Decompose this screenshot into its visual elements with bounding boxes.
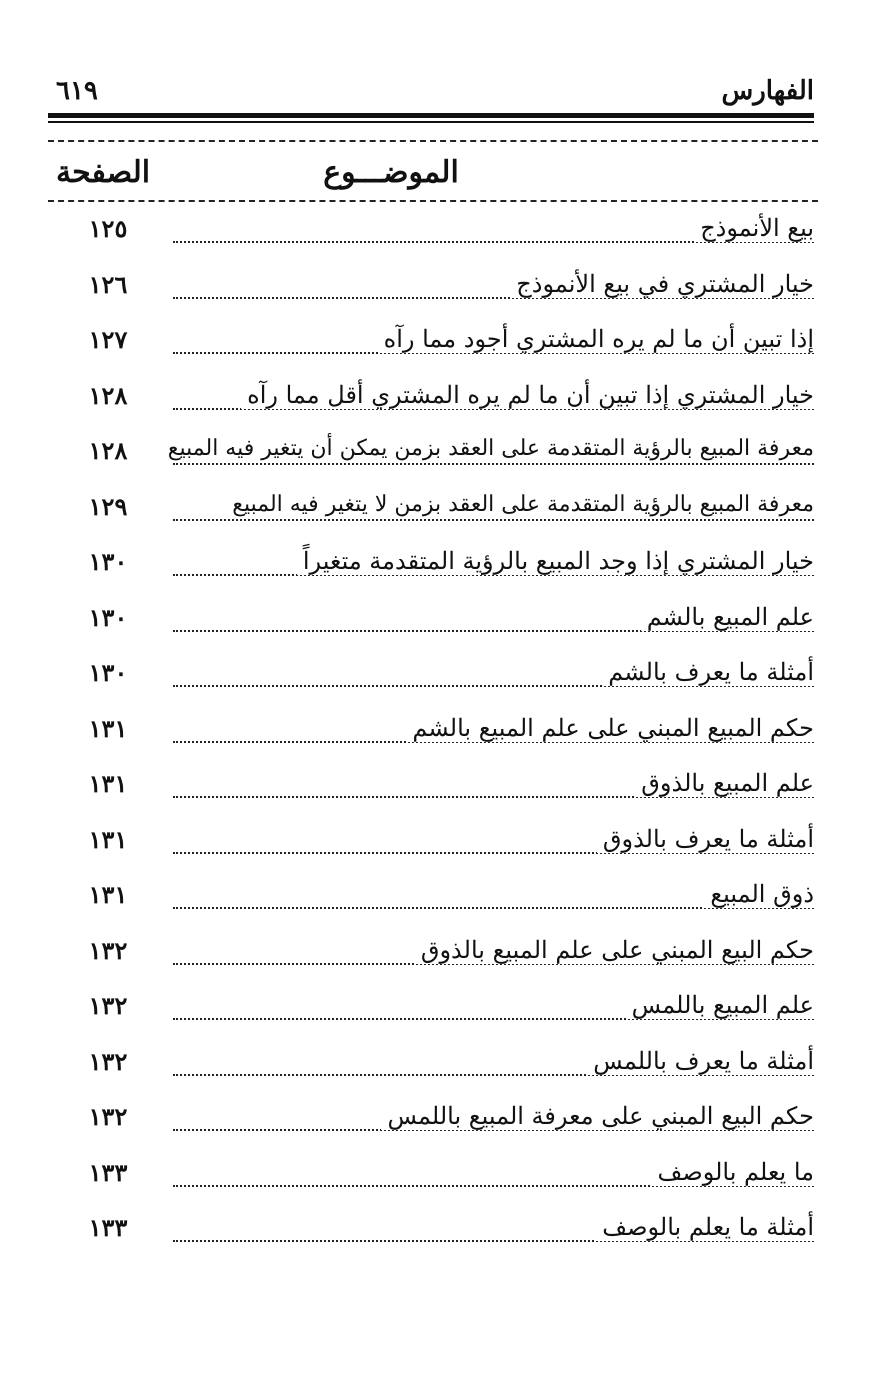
entry-page: ١٣١ [88, 769, 128, 798]
entry-topic: أمثلة ما يعرف بالذوق [597, 825, 814, 853]
header-rule-thick [48, 113, 814, 118]
entry-topic: خيار المشتري إذا تبين أن ما لم يره المشتري أقل مما رآه [241, 381, 814, 409]
header-rule-thin [48, 121, 814, 123]
index-entry [48, 375, 814, 431]
entry-page: ١٣٠ [88, 602, 128, 632]
dot-leader [173, 519, 814, 521]
index-entry [48, 985, 814, 1041]
entry-page: ١٣٠ [88, 658, 128, 687]
index-entry [48, 1207, 814, 1263]
entry-topic: حكم البيع المبني على علم المبيع بالذوق [415, 936, 814, 964]
header-title: الفهارس [721, 76, 814, 106]
index-entry [48, 430, 814, 486]
entry-page: ١٣٠ [88, 547, 128, 576]
entry-page: ١٣٢ [88, 935, 128, 965]
header-page-number: ٦١٩ [56, 76, 98, 106]
entry-topic: حكم البيع المبني على معرفة المبيع باللمس [381, 1102, 814, 1130]
entry-topic: علم المبيع باللمس [626, 991, 814, 1019]
index-entry [48, 652, 814, 708]
entry-topic: خيار المشتري إذا وجد المبيع بالرؤية المتقدمة متغيراً [297, 547, 814, 575]
subject-heading: الموضـــوع [323, 155, 459, 190]
page-header [48, 74, 814, 114]
entry-page: ١٢٨ [88, 436, 128, 465]
entry-page: ١٣١ [88, 713, 128, 743]
index-entry [48, 1041, 814, 1097]
entry-page: ١٢٨ [88, 380, 128, 410]
index-entry [48, 874, 814, 930]
entry-topic: علم المبيع بالذوق [635, 769, 814, 797]
entry-page: ١٢٧ [88, 325, 128, 354]
entry-topic: معرفة المبيع بالرؤية المتقدمة على العقد بزمن لا يتغير فيه المبيع [226, 492, 814, 517]
entry-page: ١٣٣ [88, 1157, 128, 1187]
header-dashed-rule [48, 140, 818, 142]
index-entry [48, 1096, 814, 1152]
dot-leader [173, 463, 814, 465]
entry-topic: أمثلة ما يعرف بالشم [602, 658, 814, 686]
entry-topic: ذوق المبيع [704, 880, 814, 908]
entry-topic: أمثلة ما يعرف باللمس [587, 1047, 814, 1075]
index-entry [48, 264, 814, 320]
index-entry [48, 763, 814, 819]
index-entry [48, 930, 814, 986]
index-entries [48, 208, 814, 1263]
entry-page: ١٢٩ [88, 491, 128, 521]
index-entry [48, 541, 814, 597]
columns-dashed-rule [48, 200, 818, 202]
index-entry [48, 319, 814, 375]
index-entry [48, 486, 814, 542]
index-entry [48, 708, 814, 764]
entry-page: ١٣٢ [88, 1102, 128, 1131]
entry-topic: إذا تبين أن ما لم يره المشتري أجود مما رآه [378, 325, 814, 353]
index-entry [48, 1152, 814, 1208]
entry-topic: خيار المشتري في بيع الأنموذج [510, 270, 814, 298]
index-entry [48, 819, 814, 875]
entry-page: ١٢٦ [88, 269, 128, 299]
entry-page: ١٣٢ [88, 991, 128, 1020]
entry-page: ١٣٣ [88, 1213, 128, 1242]
entry-topic: أمثلة ما يعلم بالوصف [596, 1213, 814, 1241]
entry-page: ١٣٢ [88, 1046, 128, 1076]
index-entry [48, 208, 814, 264]
entry-page: ١٣١ [88, 880, 128, 909]
index-entry [48, 597, 814, 653]
entry-page: ١٣١ [88, 824, 128, 854]
column-headings [48, 155, 814, 195]
entry-topic: معرفة المبيع بالرؤية المتقدمة على العقد بزمن يمكن أن يتغير فيه المبيع [162, 436, 814, 461]
entry-topic: بيع الأنموذج [694, 214, 814, 242]
entry-page: ١٢٥ [88, 214, 128, 243]
page-heading: الصفحة [56, 155, 151, 190]
entry-topic: ما يعلم بالوصف [651, 1158, 814, 1186]
entry-topic: حكم المبيع المبني على علم المبيع بالشم [406, 714, 814, 742]
entry-topic: علم المبيع بالشم [641, 603, 814, 631]
